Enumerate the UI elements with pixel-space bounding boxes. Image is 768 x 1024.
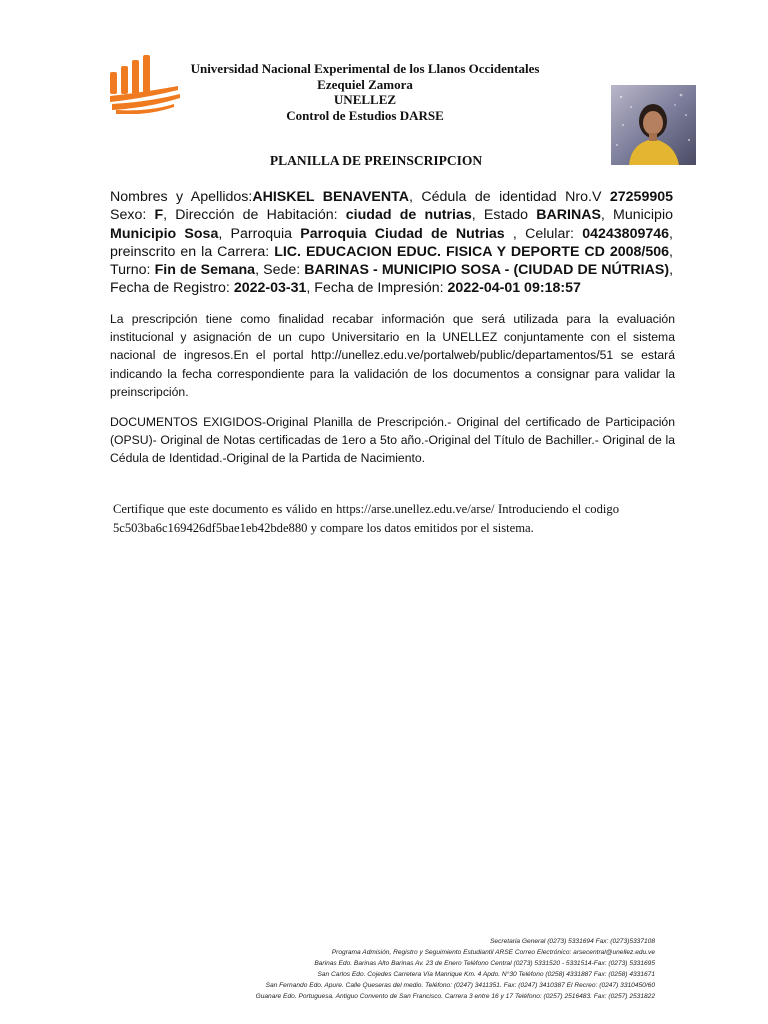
name-label: Nombres y Apellidos: [110,189,253,205]
unellez-logo-icon [108,52,184,114]
university-name: Universidad Nacional Experimental de los Llanos Occidentales [190,61,540,76]
office-name: Control de Estudios DARSE [286,107,444,123]
footer-line: Guanare Edo. Portuguesa. Antiguo Convento de San Francisco. Carrera 3 entre 16 y 17 Teléfono: (0257) 2516483. Fax: (0257) 2531822 [255,993,655,1000]
footer-line: Programa Admisión, Registro y Seguimiento Estudiantil ARSE Correo Electrónico: arsecentral@unellez.edu.ve [331,949,655,956]
career-value: LIC. EDUCACION EDUC. FISICA Y DEPORTE CD 2008/506 [274,243,670,260]
footer-contacts [95,936,655,1002]
sex-label: Sexo: [110,207,155,224]
applicant-name: AHISKEL BENAVENTA [252,189,409,205]
address-label: , Dirección de Habitación: [163,207,346,224]
footer-line: San Fernando Edo. Apure. Calle Queseras del medio. Teléfono: (0247) 3411351. Fax: (0247) 3410387 El Recreo: (0247) 3310450/60 [265,982,655,989]
university-acronym: UNELLEZ [333,92,397,107]
phone-label: , Celular: [504,225,583,242]
shift-label: , Turno: [110,243,673,279]
id-number: 27259905 [609,189,674,205]
state-label: , Estado [471,207,537,224]
phone-value: 04243809746 [582,225,670,242]
campus-label: , Sede: [255,262,305,279]
applicant-data [110,188,673,298]
footer-line: San Carlos Edo. Cojedes Carretera Vía Manrique Km. 4 Apdo. N°30 Teléfono (0258) 4331887 Fax: (0258) 4331671 [317,971,655,978]
purpose-paragraph: La prescripción tiene como finalidad recabar información que será utilizada para la evaluación institucional y asignación de un cupo Universitario en la UNELLEZ conjuntamente con el sistema nacional de ingresos.En el portal http://unellez.edu.ve/portalweb/public/departamentos/51 se estará indicando la fecha correspondiente para la validación de los documentos a consignar para validar la preinscripción. [110,312,675,399]
print-date: 2022-04-01 09:18:57 [447,280,581,297]
shift-value: Fin de Semana [154,262,256,279]
parish-value: Parroquia Ciudad de Nutrias [300,225,505,242]
id-label: , Cédula de identidad Nro.V [409,189,610,205]
certification-note: Certifique que este documento es válido en https://arse.unellez.edu.ve/arse/ Introduciendo el codigo 5c503ba6c169426df5bae1eb42bde880 y compare los datos emitidos por el sistema. [113,502,619,535]
address-value: ciudad de nutrias [345,207,472,224]
career-label: , preinscrito en la Carrera: [110,225,673,260]
required-documents-paragraph: DOCUMENTOS EXIGIDOS-Original Planilla de Prescripción.- Original del certificado de Participación (OPSU)- Original de Notas certificadas de 1ero a 5to año.-Original del Título de Bachiller.- Original de la Cédula de Identidad.-Original de la Partida de Nacimiento. [110,415,675,466]
page-title: PLANILLA DE PREINSCRIPCION [269,153,483,168]
campus-value: BARINAS - MUNICIPIO SOSA - (CIUDAD DE NÚTRIAS) [304,262,670,279]
footer-line: Barinas Edo. Barinas Alto Barinas Av. 23 de Enero Teléfono Central (0273) 5331520 - 5331514-Fax: (0273) 5331695 [314,960,655,967]
sex-value: F [154,207,164,224]
registration-date-label: , Fecha de Registro: [110,262,674,297]
university-name-line2: Ezequiel Zamora [317,76,413,92]
registration-date: 2022-03-31 [233,280,307,297]
print-date-label: , Fecha de Impresión: [306,280,448,297]
municipality-value: Municipio Sosa [110,225,219,242]
municipality-label: , Municipio [600,207,673,224]
state-value: BARINAS [536,207,601,224]
institution-header [180,61,550,123]
footer-line: Secretaria General (0273) 5331694 Fax: (0273)5337108 [490,938,655,945]
parish-label: , Parroquia [218,225,301,242]
